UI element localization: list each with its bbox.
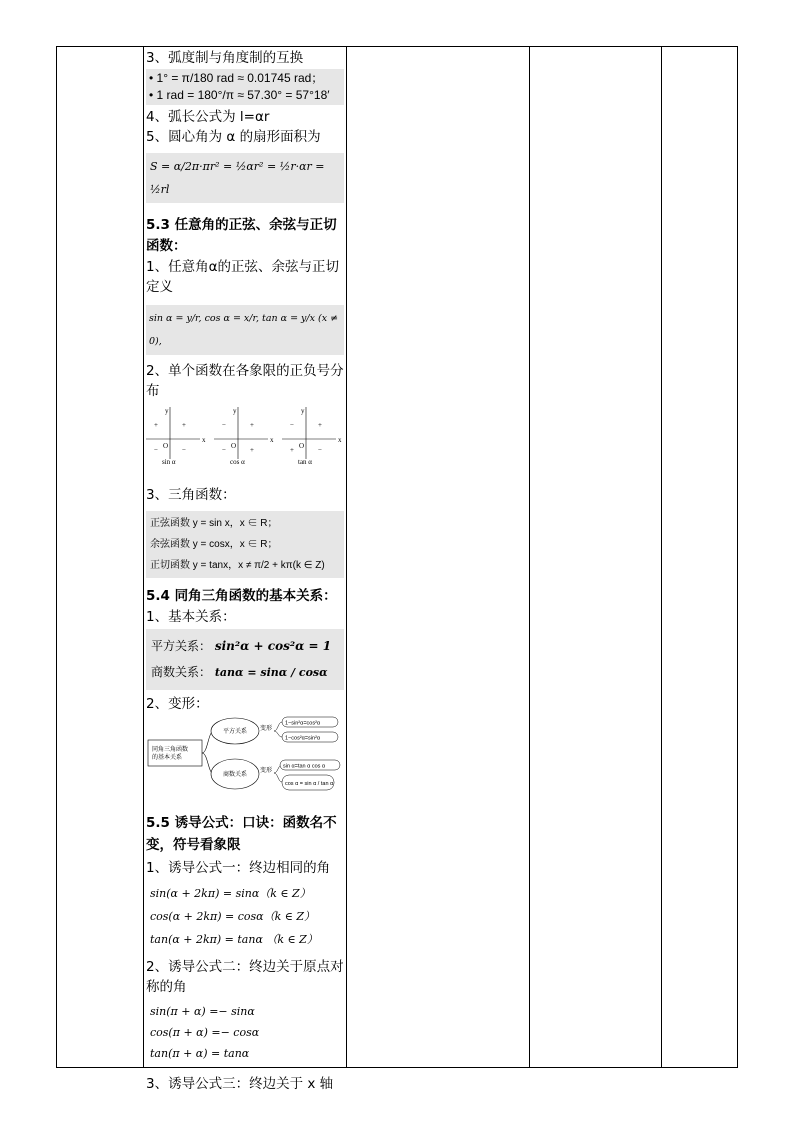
- formula-one-text: 1、诱导公式一：终边相同的角: [146, 860, 331, 876]
- trig-sine: 正弦函数 y = sin x，x ∈ R；: [150, 518, 278, 529]
- column-divider: [346, 46, 347, 1068]
- quadrant-2-sign: −: [222, 421, 226, 429]
- conversion-bullet-1: • 1° = π/180 rad ≈ 0.01745 rad；: [149, 71, 324, 85]
- x-axis-label: x: [338, 436, 342, 444]
- trig-functions-title: 3、三角函数：: [146, 487, 236, 503]
- formula-three-text: 3、诱导公式三：终边关于 x 轴: [146, 1076, 334, 1092]
- definition-text: 1、任意角α的正弦、余弦与正切定义: [146, 259, 339, 295]
- mind-map-leaf-4: cos α = sin α / tan α: [285, 781, 334, 787]
- x-axis-label: x: [270, 436, 274, 444]
- quadrant-caption: sin α: [162, 458, 176, 466]
- quadrant-1-sign: +: [250, 421, 254, 429]
- column-divider: [143, 46, 144, 1068]
- y-axis-label: y: [233, 407, 237, 415]
- mind-map-root: [148, 740, 202, 766]
- quadrant-3-sign: −: [222, 446, 226, 454]
- trig-functions-box: [146, 511, 344, 578]
- sector-area-formula: S = α/2π·πr² = ½αr² = ½r·αr = ½rl: [146, 153, 344, 203]
- quadrant-3-sign: −: [154, 446, 158, 454]
- arc-length-text: 4、弧长公式为 l=αr: [146, 109, 270, 125]
- section-5-5-title: 5.5 诱导公式：口诀：函数名不变，符号看象限: [146, 815, 337, 853]
- transform-text: 2、变形：: [146, 696, 209, 712]
- square-relation-label: 平方关系：: [151, 639, 212, 653]
- origin-label: O: [231, 442, 237, 450]
- formula-two-tan: tan(π + α) = tanα: [150, 1047, 250, 1060]
- basic-relation-text: 1、基本关系：: [146, 609, 236, 625]
- formula-one-block: [146, 882, 344, 951]
- quadrant-diagram: [214, 407, 274, 466]
- quadrant-diagram: [146, 407, 206, 466]
- formula-one-sin: sin(α + 2kπ) = sinα（k ∈ Z）: [150, 887, 311, 900]
- mind-map-leaf-2: 1−cos²α=sin²α: [285, 735, 321, 742]
- quadrant-1-sign: +: [182, 421, 186, 429]
- column-divider: [661, 46, 662, 1068]
- quotient-relation-formula: tanα = sinα / cosα: [214, 666, 328, 679]
- definition-formula: sin α = y/r, cos α = x/r, tan α = y/x (x ≠ 0),: [146, 305, 344, 355]
- y-axis-label: y: [165, 407, 169, 415]
- formula-two-block: [146, 1001, 344, 1064]
- relation-mind-map: [146, 716, 344, 796]
- content-column: [146, 48, 344, 1094]
- quadrant-3-sign: +: [290, 446, 294, 454]
- mind-map-root-label: 同角三角函数: [152, 747, 189, 753]
- mind-map-root-label-2: 的基本关系: [152, 755, 183, 761]
- trig-cosine: 余弦函数 y = cosx，x ∈ R；: [150, 539, 278, 550]
- mind-map-node-quotient-label: 商数关系: [223, 772, 248, 778]
- mind-map-leaf-1: 1−sin²α=cos²α: [285, 720, 321, 727]
- quotient-relation-label: 商数关系：: [151, 665, 212, 679]
- square-relation-formula: sin²α + cos²α = 1: [214, 639, 332, 653]
- origin-label: O: [299, 442, 305, 450]
- conversion-bullet-2: • 1 rad = 180°/π ≈ 57.30° = 57°18′: [149, 88, 330, 102]
- formula-two-sin: sin(π + α) =− sinα: [150, 1005, 255, 1018]
- sign-distribution-text: 2、单个函数在各象限的正负号分布: [146, 363, 344, 399]
- mind-map-arrow-label-2: 变形: [260, 768, 273, 774]
- mind-map-leaf-3: sin α=tan α cos α: [283, 763, 326, 770]
- sector-area-text: 5、圆心角为 α 的扇形面积为: [146, 129, 321, 145]
- quadrant-4-sign: −: [318, 446, 322, 454]
- section-5-3-title: 5.3 任意角的正弦、余弦与正切函数：: [146, 217, 337, 254]
- x-axis-label: x: [202, 436, 206, 444]
- conversion-box: [146, 69, 344, 105]
- section-5-4-title: 5.4 同角三角函数的基本关系：: [146, 588, 337, 604]
- quadrant-2-sign: +: [154, 421, 158, 429]
- quadrant-1-sign: +: [318, 421, 322, 429]
- formula-one-cos: cos(α + 2kπ) = cosα（k ∈ Z）: [150, 910, 316, 923]
- formula-one-tan: tan(α + 2kπ) = tanα （k ∈ Z）: [150, 933, 318, 946]
- quadrant-sign-diagrams: [146, 405, 344, 467]
- relation-box: [146, 629, 344, 690]
- column-divider: [529, 46, 530, 1068]
- mind-map-node-square-label: 平方关系: [223, 729, 248, 735]
- y-axis-label: y: [301, 407, 305, 415]
- quadrant-4-sign: −: [182, 446, 186, 454]
- formula-two-text: 2、诱导公式二：终边关于原点对称的角: [146, 959, 344, 995]
- quadrant-diagram: [282, 407, 342, 466]
- quadrant-4-sign: +: [250, 446, 254, 454]
- mind-map-arrow-label-1: 变形: [260, 726, 273, 732]
- quadrant-caption: cos α: [230, 458, 245, 466]
- quadrant-2-sign: −: [290, 421, 294, 429]
- section-3-title: 3、弧度制与角度制的互换: [146, 50, 304, 66]
- formula-two-cos: cos(π + α) =− cosα: [150, 1026, 260, 1039]
- origin-label: O: [163, 442, 169, 450]
- quadrant-caption: tan α: [298, 458, 312, 466]
- trig-tangent: 正切函数 y = tanx，x ≠ π/2 + kπ(k ∈ Z): [150, 560, 325, 571]
